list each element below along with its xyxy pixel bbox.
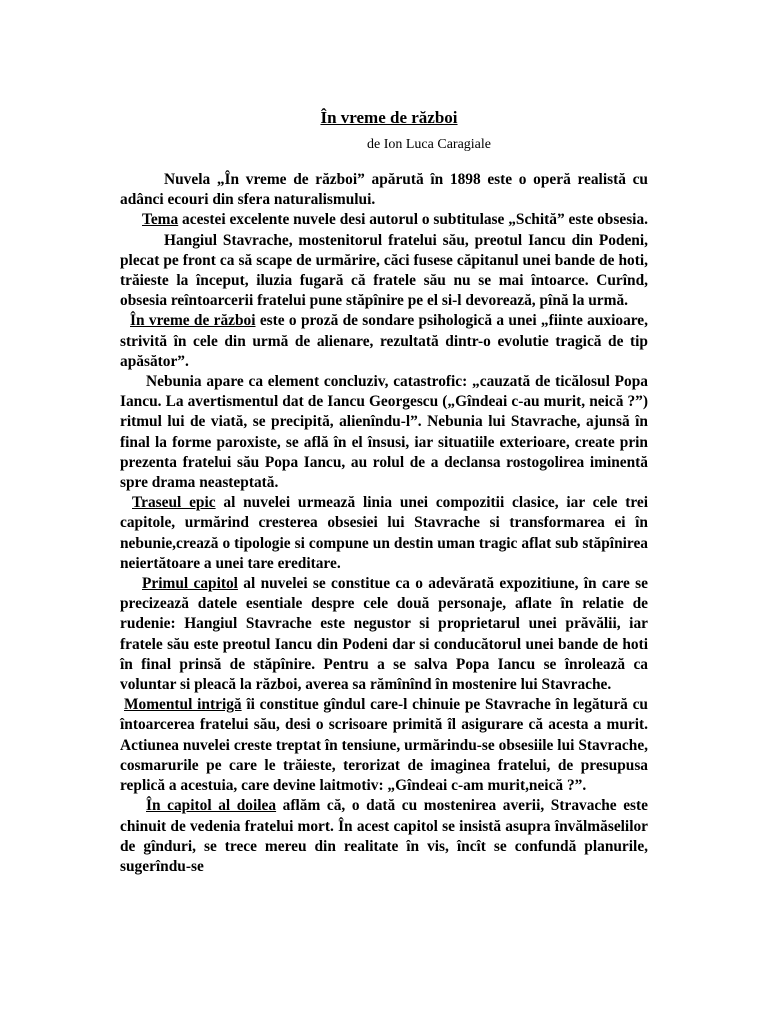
paragraph-8-underlined: Momentul intrigă [124, 696, 242, 714]
paragraph-5-text: Nebunia apare ca element concluziv, catastrofic: „cauzată de ticălosul Popa Iancu. La avertismentul dat de Iancu Georgescu („Gîndeai c-au murit, neică ?”) ritmul lui de viată, se precipită, alienîndu-l”. Nebunia lui Stavrache, ajunsă în final la forme paroxiste, se află în el însusi, iar situatiile exterioare, create prin prezenta fratelui său Popa Iancu, au rolul de a declansa rostogolirea iminentă spre drama neasteptată. [120, 373, 648, 492]
paragraph-4-text: este o proză de sondare psihologică a unei „fiinte auxioare, strivită în cele din urmă de alienare, rezultată dintr-o evolutie tragică de tip apăsător”. [120, 312, 648, 370]
paragraph-1-text: Nuvela „În vreme de război” apărută în 1898 este o operă realistă cu adânci ecouri din sfera naturalismului. [120, 171, 648, 209]
document-title [0, 108, 768, 128]
paragraph-7-text: al nuvelei se constitue ca o adevărată expozitiune, în care se precizează datele esentiale despre cele două personaje, aflate în relatie de rudenie: Hangiul Stavrache este negustor si proprietarul unei prăvălii, iar fratele său este preotul Iancu din Podeni dar si conducătorul unei bande de hoti în final prinsă de stăpînire. Pentru a se salva Popa Iancu se înrolează ca voluntar si pleacă la război, averea sa rămînînd în mostenire lui Stavrache. [120, 575, 648, 694]
paragraph-6 [120, 493, 648, 574]
paragraph-2 [120, 210, 648, 230]
paragraph-2-underlined: Tema [142, 211, 179, 229]
paragraph-7-underlined: Primul capitol [142, 575, 238, 593]
paragraph-1 [120, 170, 648, 210]
paragraph-4 [120, 311, 648, 372]
paragraph-8-text: îi constitue gîndul care-l chinuie pe Stavrache în legătură cu întoarcerea fratelui său, desi o scrisoare primită îl asigurare că acesta a murit. Actiunea nuvelei creste treptat în tensiune, urmărindu-se obsesiile lui Stavrache, cosmarurile pe care le trăieste, terorizat de imaginea fratelui, de presupusa replică a acestuia, care devine laitmotiv: „Gîndeai c-am murit,neică ?”. [120, 696, 648, 795]
paragraph-9-underlined: În capitol al doilea [146, 797, 277, 815]
paragraph-3 [120, 231, 648, 312]
paragraph-9-text: aflăm că, o dată cu mostenirea averii, Stravache este chinuit de vedenia fratelui mort. În acest capitol se insistă asupra învălmăselilor de gînduri, se trece mereu din realitate în vis, încît se confundă planurile, sugerîndu-se [120, 797, 648, 875]
paragraph-8 [120, 695, 648, 796]
paragraph-3-text: Hangiul Stavrache, mostenitorul fratelui său, preotul Iancu din Podeni, plecat pe front ca să scape de urmărire, căci fusese căpitanul unei bande de hoti, trăieste la început, iluzia fugară că fratele său nu se mai întoarce. Curînd, obsesia reîntoarcerii fratelui pune stăpînire pe el si-l devorează, pînă la urmă. [120, 231, 648, 310]
paragraph-7 [120, 574, 648, 695]
document-title-text: În vreme de război [320, 108, 458, 127]
paragraph-2-text: acestei excelente nuvele desi autorul o subtitulase „Schită” este obsesia. [178, 211, 649, 229]
paragraph-9 [120, 796, 648, 877]
document-author: de Ion Luca Caragiale [367, 137, 491, 152]
paragraph-5 [120, 372, 648, 493]
paragraph-6-text: al nuvelei urmează linia unei compozitii clasice, iar cele trei capitole, urmărind cresterea obsesiei lui Stavrache si transformarea ei în nebunie,crează o tipologie si compune un destin uman tragic aflat sub stăpînirea neiertătoare a unei tare ereditare. [120, 494, 649, 572]
paragraph-6-underlined: Traseul epic [132, 494, 216, 512]
paragraph-4-underlined: În vreme de război [130, 312, 256, 330]
document-body [120, 170, 648, 877]
